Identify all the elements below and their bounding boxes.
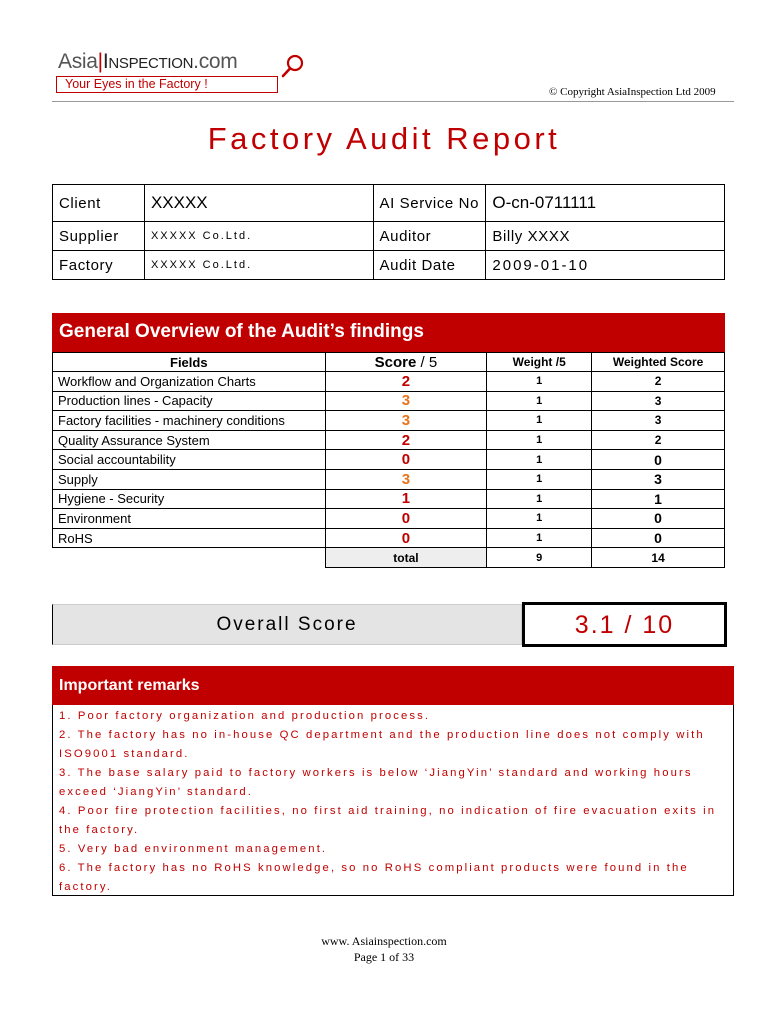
- client-label: Client: [53, 185, 145, 222]
- logo-brand-suffix: .com: [193, 50, 238, 73]
- field-name: Environment: [53, 509, 326, 529]
- magnifier-icon: [281, 54, 305, 78]
- remarks-heading: Important remarks: [52, 666, 734, 705]
- field-weighted-score: 0: [592, 509, 725, 529]
- overview-table: [52, 352, 725, 568]
- field-weighted-score: 2: [592, 430, 725, 450]
- info-row-client: [53, 185, 725, 222]
- overview-row: [53, 391, 725, 411]
- field-weighted-score: 3: [592, 391, 725, 411]
- service-number-value: O-cn-0711111: [486, 185, 725, 222]
- field-name: Workflow and Organization Charts: [53, 372, 326, 392]
- field-weighted-score: 1: [592, 489, 725, 509]
- field-name: Hygiene - Security: [53, 489, 326, 509]
- header-divider: [52, 101, 734, 102]
- overview-row: [53, 469, 725, 489]
- field-weight: 1: [487, 489, 592, 509]
- overall-score-label: Overall Score: [52, 604, 522, 645]
- field-name: Quality Assurance System: [53, 430, 326, 450]
- field-name: Social accountability: [53, 450, 326, 470]
- page-footer: [0, 933, 768, 965]
- logo-tagline: Your Eyes in the Factory !: [56, 76, 278, 93]
- field-score: 1: [325, 489, 487, 509]
- remarks-list: [52, 705, 734, 896]
- weighted-score-column-header: Weighted Score: [592, 353, 725, 372]
- total-weighted-score: 14: [592, 548, 725, 568]
- overview-row: [53, 450, 725, 470]
- remark-item: 2. The factory has no in-house QC department and the production line does not comply with ISO9001 standard.: [59, 729, 705, 760]
- overview-row: [53, 528, 725, 548]
- field-weight: 1: [487, 411, 592, 431]
- footer-page-number: Page 1 of 33: [353, 950, 415, 964]
- overview-heading: General Overview of the Audit’s findings: [52, 313, 725, 352]
- copyright-notice: © Copyright AsiaInspection Ltd 2009: [549, 86, 716, 98]
- audit-date-value: 2009-01-10: [486, 251, 725, 280]
- info-row-factory: [53, 251, 725, 280]
- field-score: 3: [325, 411, 487, 431]
- fields-column-header: Fields: [53, 353, 326, 372]
- service-number-label: AI Service No: [373, 185, 486, 222]
- field-name: Factory facilities - machinery conditions: [53, 411, 326, 431]
- field-name: Production lines - Capacity: [53, 391, 326, 411]
- field-score: 3: [325, 469, 487, 489]
- total-spacer: [53, 548, 326, 568]
- audit-info-table: [52, 184, 725, 280]
- overview-row: [53, 411, 725, 431]
- field-weight: 1: [487, 391, 592, 411]
- field-score: 0: [325, 528, 487, 548]
- page-title: Factory Audit Report: [207, 121, 561, 156]
- weight-column-header: Weight /5: [487, 353, 592, 372]
- remark-item: 6. The factory has no RoHS knowledge, so no RoHS compliant products were found in the factory.: [59, 862, 689, 893]
- score-header-label: Score: [374, 353, 417, 371]
- factory-label: Factory: [53, 251, 145, 280]
- remark-item: 4. Poor fire protection facilities, no first aid training, no indication of fire evacuation exits in the factory.: [59, 805, 717, 836]
- overview-row: [53, 430, 725, 450]
- supplier-value: XXXXX Co.Ltd.: [144, 222, 373, 251]
- factory-value: XXXXX Co.Ltd.: [144, 251, 373, 280]
- field-weighted-score: 0: [592, 528, 725, 548]
- logo-wordmark: Asia|Inspection.com: [58, 50, 238, 73]
- score-column-header: [325, 353, 487, 372]
- footer-website: www. Asiainspection.com: [321, 934, 447, 948]
- field-weight: 1: [487, 528, 592, 548]
- audit-date-label: Audit Date: [373, 251, 486, 280]
- logo-brand-left: Asia: [58, 50, 98, 73]
- field-score: 3: [325, 391, 487, 411]
- supplier-label: Supplier: [53, 222, 145, 251]
- company-logo: [52, 40, 312, 100]
- overview-row: [53, 509, 725, 529]
- field-score: 0: [325, 509, 487, 529]
- field-name: RoHS: [53, 528, 326, 548]
- field-score: 2: [325, 430, 487, 450]
- remark-item: 3. The base salary paid to factory workers is below ‘JiangYin’ standard and working hours exceed ‘JiangYin’ standard.: [59, 767, 693, 798]
- field-score: 2: [325, 372, 487, 392]
- field-weighted-score: 0: [592, 450, 725, 470]
- total-label: total: [325, 548, 487, 568]
- field-weight: 1: [487, 372, 592, 392]
- field-weighted-score: 2: [592, 372, 725, 392]
- remark-item: 1. Poor factory organization and production process.: [59, 710, 431, 722]
- overview-row: [53, 489, 725, 509]
- field-weight: 1: [487, 430, 592, 450]
- field-name: Supply: [53, 469, 326, 489]
- field-weighted-score: 3: [592, 469, 725, 489]
- info-row-supplier: [53, 222, 725, 251]
- overview-row: [53, 372, 725, 392]
- auditor-label: Auditor: [373, 222, 486, 251]
- field-weight: 1: [487, 509, 592, 529]
- total-weight: 9: [487, 548, 592, 568]
- score-header-suffix: / 5: [416, 353, 438, 371]
- logo-brand-right: Inspection: [102, 50, 194, 73]
- auditor-value: Billy XXXX: [486, 222, 725, 251]
- overview-header-row: [53, 353, 725, 372]
- remark-item: 5. Very bad environment management.: [59, 843, 328, 855]
- field-weighted-score: 3: [592, 411, 725, 431]
- field-weight: 1: [487, 469, 592, 489]
- client-value: XXXXX: [144, 185, 373, 222]
- field-score: 0: [325, 450, 487, 470]
- overview-total-row: [53, 548, 725, 568]
- field-weight: 1: [487, 450, 592, 470]
- overall-score-value: 3.1 / 10: [522, 602, 727, 647]
